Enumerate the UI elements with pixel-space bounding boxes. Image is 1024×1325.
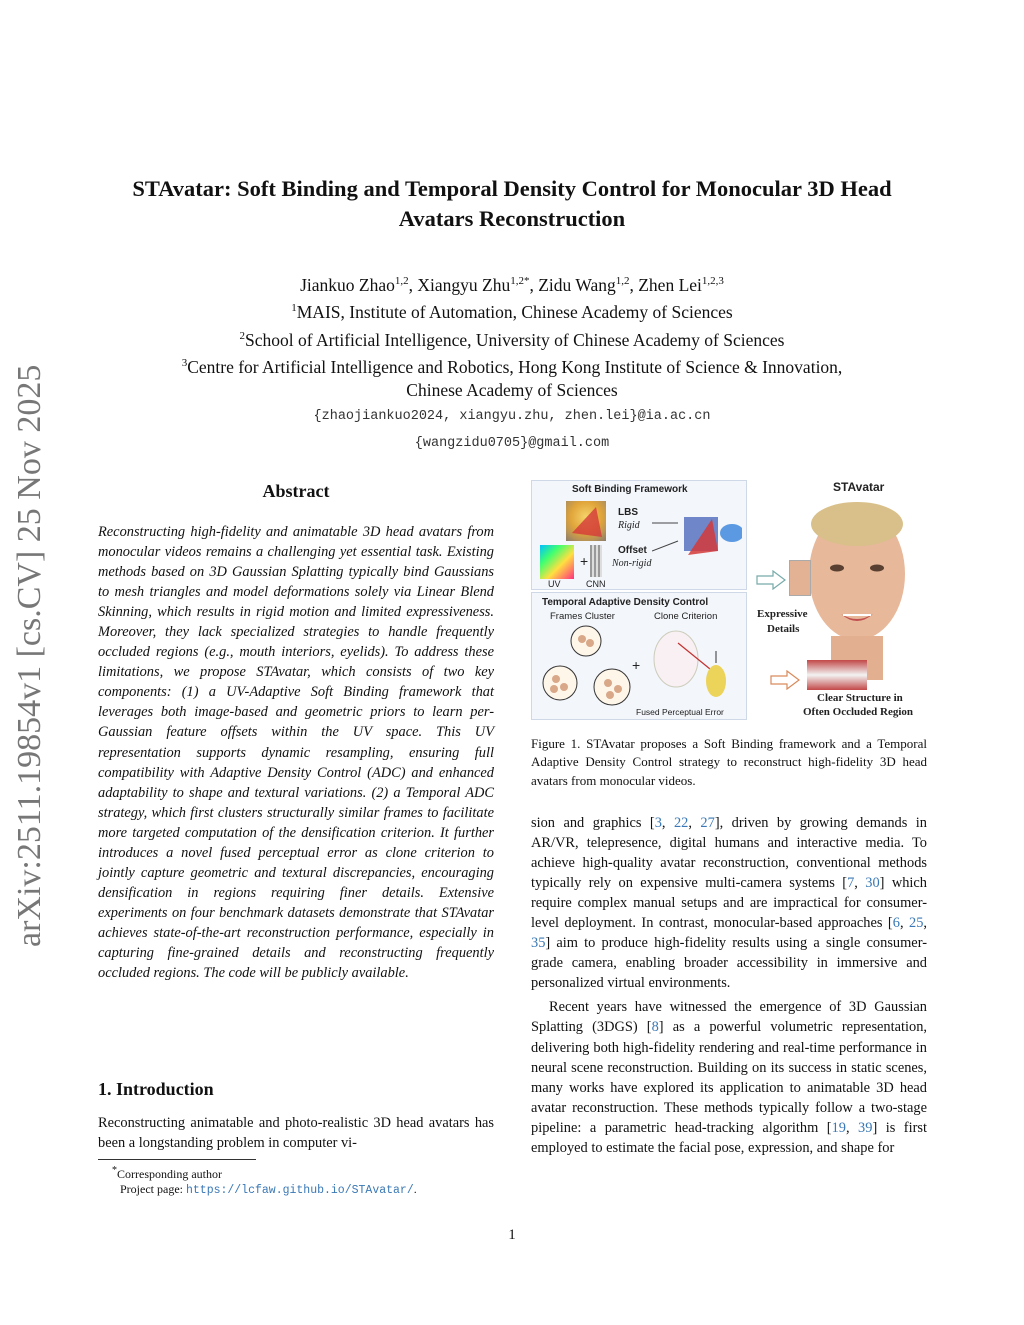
- soft-binding-title: Soft Binding Framework: [572, 484, 688, 495]
- citation-link[interactable]: 8: [651, 1019, 659, 1036]
- section-heading-introduction: 1. Introduction: [98, 1079, 214, 1099]
- email-line-1: {zhaojiankuo2024, xiangyu.zhu, zhen.lei}@ia.ac.cn: [313, 408, 711, 424]
- citation-link[interactable]: 35: [531, 935, 546, 952]
- author-name: Xiangyu Zhu: [417, 274, 511, 295]
- project-link[interactable]: https://lcfaw.github.io/STAvatar/: [185, 1184, 414, 1197]
- paper-title: [60, 174, 964, 234]
- affil-sup: 1: [291, 302, 297, 315]
- clear-label-2: Often Occluded Region: [803, 706, 913, 718]
- lbs-label: LBS: [618, 507, 638, 518]
- title-line-2: Avatars Reconstruction: [398, 206, 626, 231]
- author-sup: 1,2: [394, 275, 409, 287]
- affiliation-1: [60, 297, 964, 324]
- clone-criterion-diagram: [648, 623, 742, 703]
- frames-cluster-label: Frames Cluster: [550, 611, 615, 622]
- citation-link[interactable]: 39: [858, 1119, 873, 1136]
- temporal-adc-panel: [531, 592, 747, 720]
- affiliation-2: [60, 325, 964, 352]
- title-line-1: STAvatar: Soft Binding and Temporal Density Control for Monocular 3D Head: [132, 176, 892, 201]
- abstract-text: Reconstructing high-fidelity and animatable 3D head avatars from monocular videos remains a challenging yet essential task. Existing methods based on 3D Gaussian Splatting typically bind Gaussians to mesh triangles and model deformations solely via Linear Blend Skinning, which results in rigid motion and limited expressiveness. Moreover, they lack specialized strategies to handle frequently occluded regions (e.g., mouth interiors, eyelids). To address these limitations, we propose STAvatar, which consists of two key components: (1) a UV-Adaptive Soft Binding framework that leverages both image-based and geometric priors to learn per-Gaussian feature offsets within the UV space. This UV representation supports dynamic resampling, ensuring full compatibility with Adaptive Density Control (ADC) and enhanced adaptability to shape and textural variations. (2) a Temporal ADC strategy, which first clusters structurally similar frames to facilitate more targeted computation of the densification criterion. It further introduces a novel fused perceptual error as clone criterion to jointly capture geometric and textural discrepancies, encouraging densification in regions requiring finer details. Extensive experiments on four benchmark datasets demonstrate that STAvatar achieves state-of-the-art reconstruction performance, especially in capturing fine-grained details and reconstructing frequently occluded regions. The code will be publicly available.: [98, 524, 494, 982]
- text-run: sion and graphics [: [531, 815, 655, 831]
- citation-link[interactable]: 7: [847, 875, 855, 892]
- cnn-stack-icon: [590, 545, 602, 577]
- affil-text: School of Artificial Intelligence, University of Chinese Academy of Sciences: [245, 329, 785, 350]
- citation-link[interactable]: 27: [700, 815, 715, 831]
- figure-1-caption: Figure 1. STAvatar proposes a Soft Binding framework and a Temporal Adaptive Density Control strategy to reconstruct high-fidelity 3D head avatars from monocular videos.: [531, 736, 927, 788]
- intro-left-text: Reconstructing animatable and photo-realistic 3D head avatars has been a longstanding problem in computer vi-: [98, 1115, 494, 1152]
- project-end: .: [413, 1182, 417, 1196]
- plus-sign: +: [580, 553, 589, 569]
- affiliation-3-cont: Chinese Academy of Sciences: [406, 380, 618, 401]
- page-number: 1: [508, 1227, 516, 1243]
- intro-right-column: [531, 813, 927, 1158]
- author-list: [60, 270, 964, 297]
- affiliation-3: [60, 352, 964, 379]
- citation-link[interactable]: 25: [909, 915, 924, 932]
- footnote-project: [98, 1182, 498, 1198]
- binding-arrows: [652, 511, 742, 566]
- mouth-crop: [807, 660, 867, 690]
- affil-sup: 2: [239, 329, 246, 342]
- plus-sign: +: [632, 657, 641, 673]
- footnote: [98, 1163, 498, 1198]
- text-run: Recent years have witnessed the emergence of 3D Gaussian Splatting (3DGS) [: [531, 999, 927, 1036]
- citation-link[interactable]: 19: [831, 1119, 846, 1136]
- author-name: Zidu Wang: [538, 274, 616, 295]
- abstract-heading: Abstract: [262, 481, 330, 501]
- text-run: ] which require complex manual setups and are impractical for consumer-level deployment. In contrast, monocular-based approaches [: [531, 875, 927, 932]
- intro-paragraph-2: Recent years have witnessed the emergence of 3D Gaussian Splatting (3DGS) [8] as a powerful volumetric representation, delivering both high-fidelity rendering and real-time performance in neural scene reconstruction. Building on its success in static scenes, many works have explored its application to animatable 3D head avatar reconstruction. These methods typically follow a two-stage pipeline: a parametric head-tracking algorithm [19, 39] is first employed to estimate the facial pose, expression, and shape for: [531, 999, 927, 1156]
- author-sep: ,: [408, 274, 418, 295]
- author-name: Zhen Lei: [638, 274, 702, 295]
- citation-link[interactable]: 30: [865, 875, 880, 892]
- citation-link[interactable]: 3: [654, 815, 662, 831]
- arrow-expressive: [755, 570, 789, 590]
- intro-paragraph-1: sion and graphics [3, 22, 27], driven by growing demands in AR/VR, telepresence, digital humans and interactive media. To achieve high-quality avatar reconstruction, conventional methods typically rely on expensive multi-camera systems [7, 30] which require complex manual setups and are impractical for consumer-level deployment. In contrast, monocular-based approaches [6, 25, 35] aim to produce high-fidelity results using a single consumer-grade camera, enabling broader accessibility in immersive and personalized virtual environments.: [531, 815, 927, 992]
- uv-map-image: [540, 545, 574, 579]
- triangle-overlay: [566, 501, 606, 541]
- offset-label: Offset: [618, 545, 647, 556]
- stavatar-label: STAvatar: [833, 480, 885, 494]
- text-run: ] aim to produce high-fidelity results using a single consumer-grade camera, enabling broader accessibility in immersive and personalized virtual environments.: [531, 935, 927, 992]
- arrow-occluded: [769, 670, 803, 690]
- citation-link[interactable]: 6: [892, 915, 900, 932]
- affil-sup: 3: [181, 356, 188, 369]
- author-sep: ,: [629, 274, 639, 295]
- footnote-corresponding: [98, 1163, 498, 1182]
- expressive-label-1: Expressive: [757, 608, 808, 620]
- author-block: [60, 270, 964, 456]
- rigid-label: Rigid: [618, 520, 640, 531]
- author-name: Jiankuo Zhao: [300, 274, 395, 295]
- footnote-mark: *: [112, 1165, 117, 1176]
- fused-error-label: Fused Perceptual Error: [636, 707, 724, 717]
- text-run: ], driven by growing demands in AR/VR, telepresence, digital humans and interactive media. To achieve high-quality avatar reconstruction, conventional methods typically rely on expensive multi-camera systems [: [531, 815, 927, 892]
- author-sup: 1,2: [615, 275, 630, 287]
- text-run: ] is first employed to estimate the facial pose, expression, and shape for: [531, 1119, 927, 1156]
- cnn-label: CNN: [586, 579, 606, 589]
- clear-label-1: Clear Structure in: [817, 692, 903, 704]
- author-sup: 1,2,3: [701, 275, 724, 287]
- text-run: ] as a powerful volumetric representation, delivering both high-fidelity rendering and real-time performance in neural scene reconstruction. Building on its success in static scenes, many works have explored its application to animatable 3D head avatar reconstruction. These methods typically follow a two-stage pipeline: a parametric head-tracking algorithm [: [531, 1019, 927, 1136]
- soft-binding-panel: [531, 480, 747, 590]
- footnote-text: Corresponding author: [117, 1167, 222, 1181]
- figure-1: [531, 480, 931, 720]
- citation-link[interactable]: 22: [673, 815, 689, 831]
- expressive-crop: [789, 560, 811, 596]
- non-rigid-label: Non-rigid: [612, 558, 652, 569]
- affil-text: Centre for Artificial Intelligence and Robotics, Hong Kong Institute of Science & Innovation,: [187, 356, 843, 377]
- email-line-2: {wangzidu0705}@gmail.com: [414, 436, 610, 452]
- project-label: Project page:: [120, 1182, 186, 1196]
- expressive-label-2: Details: [767, 623, 800, 635]
- author-sup: 1,2*: [510, 275, 530, 287]
- author-sep: ,: [529, 274, 539, 295]
- arxiv-stamp: arXiv:2511.19854v1 [cs.CV] 25 Nov 2025: [11, 364, 48, 947]
- clone-criterion-label: Clone Criterion: [654, 611, 718, 622]
- temporal-adc-title: Temporal Adaptive Density Control: [542, 597, 709, 608]
- affil-text: MAIS, Institute of Automation, Chinese Academy of Sciences: [296, 302, 733, 323]
- uv-label: UV: [548, 579, 561, 589]
- footnote-rule: [98, 1159, 256, 1160]
